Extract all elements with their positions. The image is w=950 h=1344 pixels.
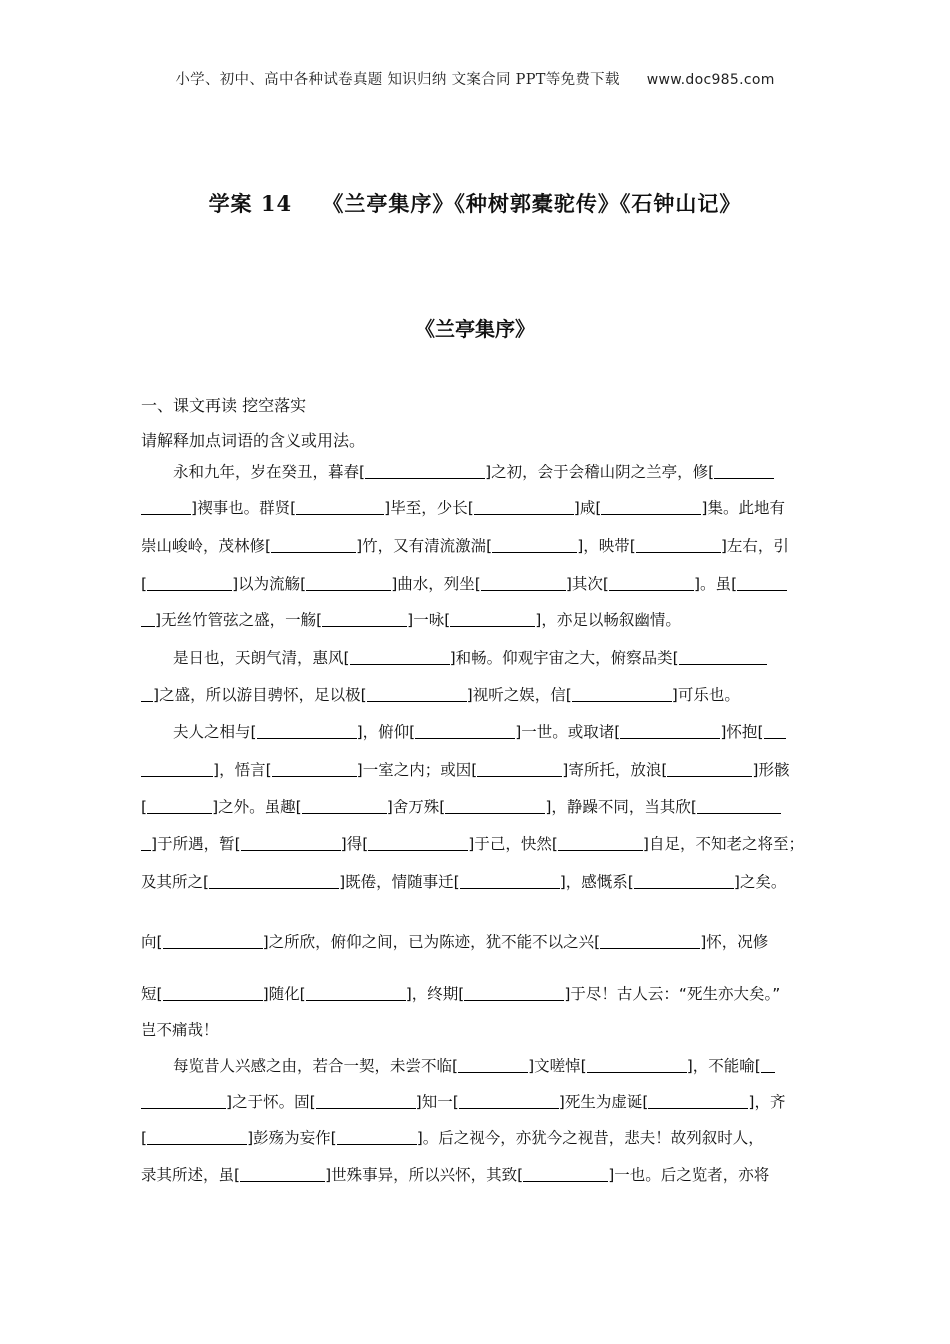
document-title [0, 188, 950, 218]
answer-blank[interactable] [147, 797, 212, 814]
answer-blank[interactable] [296, 498, 384, 515]
header-url[interactable]: www.doc985.com [646, 72, 775, 88]
answer-blank[interactable] [306, 574, 391, 591]
text-line: [ ]彭殇为妄作[ ]。后之视今，亦犹今之视昔，悲夫！故列叙时人， [141, 1129, 764, 1147]
text-line: [ ]以为流觞[ ]曲水，列坐[ ]其次[ ]。虽[ [141, 572, 787, 596]
text-line: 永和九年，岁在癸丑，暮春[ ]之初，会于会稽山阴之兰亭，修[ [173, 460, 774, 484]
lesson-number: 学案 14 [208, 191, 293, 216]
answer-blank[interactable] [697, 797, 781, 814]
text-line: ]无丝竹管弦之盛，一觞[ ]一咏[ ]，亦足以畅叙幽情。 [141, 608, 681, 632]
answer-blank[interactable] [337, 1128, 417, 1145]
exercise-heading: 一、课文再读 挖空落实 [141, 396, 307, 415]
answer-blank[interactable] [572, 685, 672, 702]
answer-blank[interactable] [481, 574, 566, 591]
section-title: 《兰亭集序》 [415, 317, 535, 341]
text-line: 崇山峻岭，茂林修[ ]竹，又有清流激湍[ ]，映带[ ]左右，引 [141, 537, 789, 555]
answer-blank[interactable] [271, 536, 356, 553]
answer-blank[interactable] [322, 610, 407, 627]
answer-blank[interactable] [445, 797, 545, 814]
answer-blank[interactable] [367, 685, 467, 702]
answer-blank[interactable] [350, 648, 450, 665]
answer-blank[interactable] [458, 1056, 528, 1073]
answer-blank[interactable] [737, 574, 787, 591]
text-line: 录其所述，虽[ ]世殊事异，所以兴怀，其致[ ]一也。后之览者，亦将 [141, 1166, 770, 1184]
answer-blank[interactable] [415, 722, 515, 739]
answer-blank[interactable] [141, 498, 191, 515]
text-line: ]之盛，所以游目骋怀，足以极[ ]视听之娱，信[ ]可乐也。 [141, 683, 740, 707]
text-line: 是日也，天朗气清，惠风[ ]和畅。仰观宇宙之大，俯察品类[ [173, 646, 767, 670]
answer-blank[interactable] [667, 760, 752, 777]
text-line: ]禊事也。群贤[ ]毕至，少长[ ]咸[ ]集。此地有 [141, 496, 785, 520]
answer-blank[interactable] [141, 685, 153, 702]
answer-blank[interactable] [163, 932, 263, 949]
answer-blank[interactable] [648, 1092, 748, 1109]
header-text: 小学、初中、高中各种试卷真题 知识归纳 文案合同 PPT等免费下载 [175, 72, 620, 88]
answer-blank[interactable] [600, 932, 700, 949]
answer-blank[interactable] [272, 760, 357, 777]
answer-blank[interactable] [636, 536, 721, 553]
answer-blank[interactable] [523, 1165, 608, 1182]
text-line: [ ]之外。虽趣[ ]舍万殊[ ]，静躁不同，当其欣[ [141, 795, 781, 819]
text-line: 短[ ]随化[ ]，终期[ ]于尽！古人云：“死生亦大矣。” [141, 985, 781, 1003]
text-line: ]，悟言[ ]一室之内；或因[ ]寄所托，放浪[ ]形骸 [141, 758, 790, 782]
answer-blank[interactable] [587, 1056, 687, 1073]
answer-blank[interactable] [141, 1092, 226, 1109]
answer-blank[interactable] [609, 574, 694, 591]
answer-blank[interactable] [492, 536, 577, 553]
answer-blank[interactable] [474, 498, 574, 515]
answer-blank[interactable] [620, 722, 720, 739]
answer-blank[interactable] [450, 610, 535, 627]
answer-blank[interactable] [761, 1056, 775, 1073]
answer-blank[interactable] [477, 760, 562, 777]
answer-blank[interactable] [241, 834, 341, 851]
text-line: 夫人之相与[ ]，俯仰[ ]一世。或取诸[ ]怀抱[ [173, 720, 786, 744]
answer-blank[interactable] [365, 462, 485, 479]
lesson-works: 《兰亭集序》《种树郭橐驼传》《石钟山记》 [322, 191, 742, 216]
answer-blank[interactable] [209, 872, 339, 889]
answer-blank[interactable] [464, 984, 564, 1001]
answer-blank[interactable] [679, 648, 767, 665]
answer-blank[interactable] [147, 574, 232, 591]
answer-blank[interactable] [368, 834, 468, 851]
answer-blank[interactable] [141, 834, 151, 851]
answer-blank[interactable] [714, 462, 774, 479]
answer-blank[interactable] [601, 498, 701, 515]
page-header [0, 68, 950, 89]
text-line: 及其所之[ ]既倦，情随事迁[ ]，感慨系[ ]之矣。 [141, 873, 787, 891]
answer-blank[interactable] [558, 834, 643, 851]
exercise-instruction: 请解释加点词语的含义或用法。 [141, 431, 366, 450]
text-line: ]之于怀。固[ ]知一[ ]死生为虚诞[ ]，齐 [141, 1090, 786, 1114]
answer-blank[interactable] [306, 984, 406, 1001]
answer-blank[interactable] [141, 610, 155, 627]
answer-blank[interactable] [316, 1092, 416, 1109]
text-line: 岂不痛哉！ [141, 1021, 219, 1039]
text-line: 每览昔人兴感之由，若合一契，未尝不临[ ]文嗟悼[ ]，不能喻[ [173, 1054, 775, 1078]
answer-blank[interactable] [240, 1165, 325, 1182]
answer-blank[interactable] [147, 1128, 247, 1145]
answer-blank[interactable] [459, 1092, 559, 1109]
answer-blank[interactable] [764, 722, 786, 739]
answer-blank[interactable] [634, 872, 734, 889]
text-line: ]于所遇，暂[ ]得[ ]于己，快然[ ]自足，不知老之将至； [141, 832, 804, 856]
text-line: 向[ ]之所欣，俯仰之间，已为陈迹，犹不能不以之兴[ ]怀，况修 [141, 933, 769, 951]
answer-blank[interactable] [257, 722, 357, 739]
answer-blank[interactable] [460, 872, 560, 889]
answer-blank[interactable] [141, 760, 213, 777]
answer-blank[interactable] [163, 984, 263, 1001]
answer-blank[interactable] [302, 797, 387, 814]
